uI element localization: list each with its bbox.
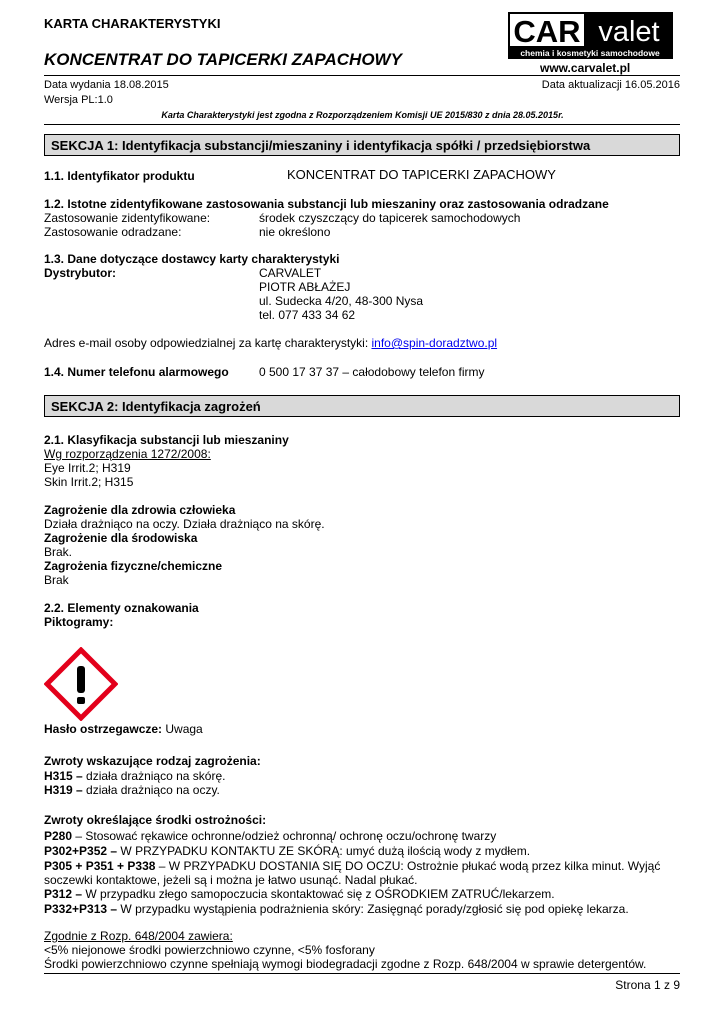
section-2-heading: SEKCJA 2: Identyfikacja zagrożeń xyxy=(44,395,680,417)
signal-word-line xyxy=(44,722,203,736)
update-date: Data aktualizacji 16.05.2016 xyxy=(541,79,680,91)
website-url[interactable]: www.carvalet.pl xyxy=(540,61,631,75)
composition-heading: Zgodnie z Rozp. 648/2004 zawiera: xyxy=(44,929,233,943)
precaution-text: soczewki kontaktowe, jeżeli są i można je łatwo usunąć. Nadal płukać. xyxy=(44,873,418,887)
supplier-heading: 1.3. Dane dotyczące dostawcy karty charakterystyki xyxy=(44,252,340,266)
advised-against-label: Zastosowanie odradzane: xyxy=(44,225,182,239)
classification-heading: 2.1. Klasyfikacja substancji lub mieszaniny xyxy=(44,433,289,447)
footer-divider xyxy=(44,973,680,974)
distributor-owner: PIOTR ABŁAŻEJ xyxy=(259,280,351,294)
signal-word-value: Uwaga xyxy=(162,722,203,736)
header-divider xyxy=(44,75,680,76)
identified-use-label: Zastosowanie zidentyfikowane: xyxy=(44,211,211,225)
composition-line-2: Środki powierzchniowo czynne spełniają wymogi biodegradacji zgodne z Rozp. 648/2004 w sprawie detergentów. xyxy=(44,957,647,971)
precautionary-heading: Zwroty określające środki ostrożności: xyxy=(44,813,267,827)
precautionary-statement xyxy=(44,844,530,858)
document-title: KONCENTRAT DO TAPICERKI ZAPACHOWY xyxy=(44,50,402,69)
classification-skin: Skin Irrit.2; H315 xyxy=(44,475,134,489)
health-hazard-heading: Zagrożenie dla zdrowia człowieka xyxy=(44,503,236,517)
ghs07-exclamation-icon xyxy=(44,647,118,721)
identified-use-value: środek czyszczący do tapicerek samochodowych xyxy=(259,211,521,225)
physical-hazard-heading: Zagrożenia fizyczne/chemiczne xyxy=(44,559,223,573)
precautionary-statement-continued xyxy=(44,873,418,887)
distributor-label: Dystrybutor: xyxy=(44,266,117,280)
distributor-name: CARVALET xyxy=(259,266,322,280)
advised-against-value: nie określono xyxy=(259,225,331,239)
hazard-code: H319 – xyxy=(44,783,83,797)
classification-eye: Eye Irrit.2; H319 xyxy=(44,461,131,475)
email-link[interactable]: info@spin-doradztwo.pl xyxy=(371,336,498,350)
precaution-text: W PRZYPADKU KONTAKTU ZE SKÓRĄ: umyć dużą ilością wody z mydłem. xyxy=(117,844,531,858)
precaution-text: W przypadku złego samopoczucia skontaktować się z OŚRODKIEM ZATRUĆ/lekarzem. xyxy=(82,887,555,901)
email-label: Adres e-mail osoby odpowiedzialnej za kartę charakterystyki: xyxy=(44,336,372,350)
version: Wersja PL:1.0 xyxy=(44,94,113,106)
precaution-code: P332+P313 – xyxy=(44,902,118,916)
uses-heading: 1.2. Istotne zidentyfikowane zastosowania substancji lub mieszaniny oraz zastosowania odradzane xyxy=(44,197,609,211)
hazard-code: H315 – xyxy=(44,769,83,783)
regulation-ref: Wg rozporządzenia 1272/2008: xyxy=(44,447,211,461)
hazard-statement xyxy=(44,783,220,797)
logo-car: CAR xyxy=(513,14,581,49)
distributor-phone: tel. 077 433 34 62 xyxy=(259,308,356,322)
hazard-text: działa drażniąco na skórę. xyxy=(82,769,226,783)
carvalet-logo xyxy=(508,12,673,59)
logo-valet: valet xyxy=(598,16,660,48)
compliance-note: Karta Charakterystyki jest zgodna z Rozporządzeniem Komisji UE 2015/830 z dnia 28.05.2015r. xyxy=(161,110,564,120)
precautionary-statement xyxy=(44,829,496,843)
hazard-text: działa drażniąco na oczy. xyxy=(82,783,220,797)
product-identifier-value: KONCENTRAT DO TAPICERKI ZAPACHOWY xyxy=(287,167,556,182)
emergency-phone-label: 1.4. Numer telefonu alarmowego xyxy=(44,365,229,379)
precaution-code: P305 + P351 + P338 xyxy=(44,859,156,873)
email-line xyxy=(44,336,497,350)
precautionary-statement xyxy=(44,902,629,916)
emergency-phone-value: 0 500 17 37 37 – całodobowy telefon firmy xyxy=(259,365,485,379)
composition-line-1: <5% niejonowe środki powierzchniowo czynne, <5% fosforany xyxy=(44,943,375,957)
environment-hazard-text: Brak. xyxy=(44,545,73,559)
product-identifier-label: 1.1. Identyfikator produktu xyxy=(44,169,195,183)
precaution-text: W przypadku wystąpienia podrażnienia skóry: Zasięgnąć porady/zgłosić się pod opiekę lekarza. xyxy=(117,902,629,916)
page-number: Strona 1 z 9 xyxy=(615,978,680,992)
health-hazard-text: Działa drażniąco na oczy. Działa drażniąco na skórę. xyxy=(44,517,325,531)
pictograms-label: Piktogramy: xyxy=(44,615,114,629)
header-divider-2 xyxy=(44,124,680,125)
section-1-heading: SEKCJA 1: Identyfikacja substancji/mieszaniny i identyfikacja spółki / przedsiębiorstwa xyxy=(44,134,680,156)
label-elements-heading: 2.2. Elementy oznakowania xyxy=(44,601,199,615)
doc-type: KARTA CHARAKTERYSTYKI xyxy=(44,16,221,31)
environment-hazard-heading: Zagrożenie dla środowiska xyxy=(44,531,198,545)
distributor-address: ul. Sudecka 4/20, 48-300 Nysa xyxy=(259,294,424,308)
hazard-statements-heading: Zwroty wskazujące rodzaj zagrożenia: xyxy=(44,754,261,768)
precaution-code: P280 xyxy=(44,829,73,843)
precaution-text: – Stosować rękawice ochronne/odzież ochronną/ ochronę oczu/ochronę twarzy xyxy=(72,829,497,843)
hazard-statement xyxy=(44,769,225,783)
precautionary-statement xyxy=(44,859,660,873)
issue-date: Data wydania 18.08.2015 xyxy=(44,79,169,91)
precaution-text: – W PRZYPADKU DOSTANIA SIĘ DO OCZU: Ostrożnie płukać wodą przez kilka minut. Wyjąć xyxy=(155,859,661,873)
precaution-code: P302+P352 – xyxy=(44,844,118,858)
precaution-code: P312 – xyxy=(44,887,83,901)
precautionary-statement xyxy=(44,887,555,901)
physical-hazard-text: Brak xyxy=(44,573,69,587)
signal-word-label: Hasło ostrzegawcze: xyxy=(44,722,163,736)
logo-tagline: chemia i kosmetyki samochodowe xyxy=(520,48,660,58)
